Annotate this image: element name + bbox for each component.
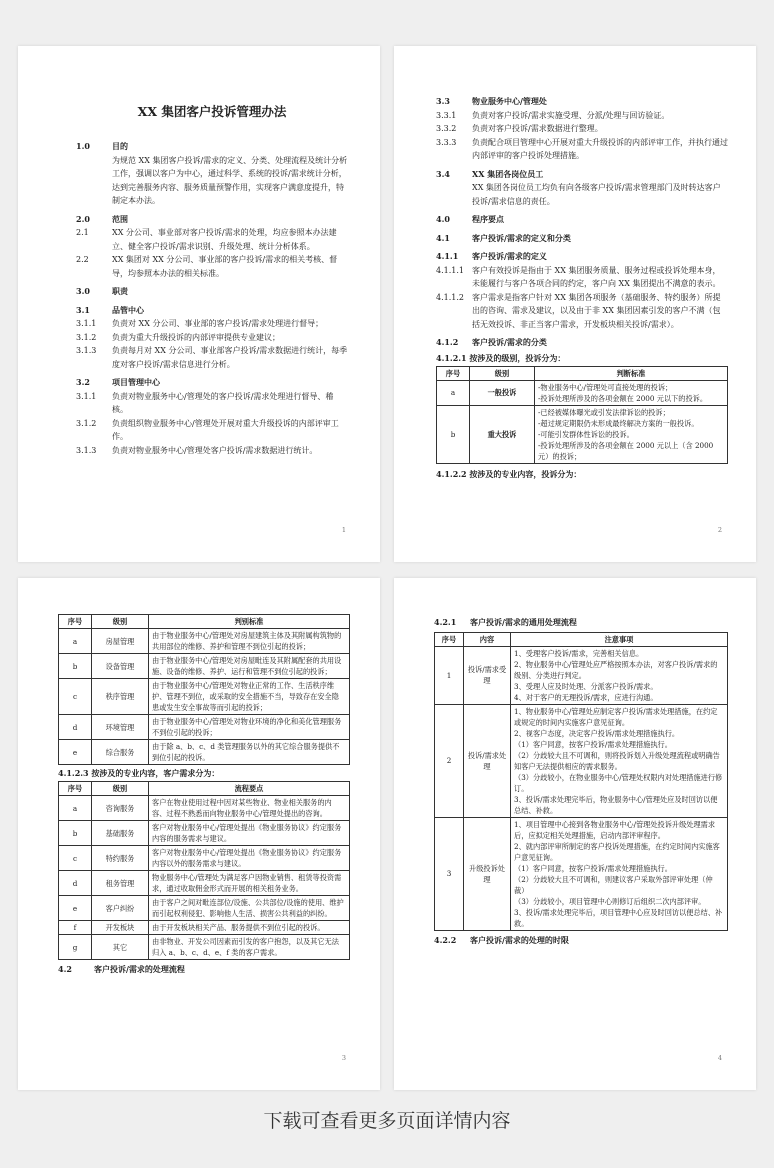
section-heading bbox=[436, 336, 728, 350]
paragraph-text: 负责组织物业服务中心/管理处开展对重大升级投诉的内部评审工作。 bbox=[112, 418, 339, 441]
section-title: 目的 bbox=[112, 141, 128, 151]
section-number: 3.1.3 bbox=[76, 346, 97, 355]
table-cell: 1、物业服务中心/管理处应制定客户投诉/需求处理措施，在约定或规定的时间内实施客户意见征询。 2、视客户态度，决定客户投诉/需求处理措施执行。 （1）客户同意，按客户投诉/需求处理措施执行。 （2）分歧较大且不可调和，则将投诉划入升级处理流程或明确告知客户无法提供相应的需求服务。 （3）分歧较小，在物业服务中心/管理处权限内对处理措施进行修订。 3、投诉/需求处理完毕后，物业服务中心/管理处应及时回访以便总结、补救。 bbox=[511, 704, 728, 817]
paragraph-text: 客户有效投诉是指由于 XX 集团服务质量、服务过程或投诉处理本身，未能履行与客户各项合同的约定，客户向 XX 集团提出不满意的表示。 bbox=[472, 265, 721, 288]
section-heading bbox=[436, 213, 728, 227]
section-number: 4.0 bbox=[436, 214, 450, 224]
page-number: 2 bbox=[717, 526, 722, 534]
table-cell: d bbox=[59, 871, 92, 896]
section-number: 3.3.3 bbox=[436, 137, 457, 147]
table-row bbox=[59, 896, 350, 921]
table-cell: b bbox=[437, 405, 470, 463]
table-cell: c bbox=[59, 679, 92, 715]
paragraph-text: 负责对客户投诉/需求实施受理、分派/处理与回访验证。 bbox=[472, 110, 670, 120]
paragraph bbox=[76, 331, 348, 345]
table-header: 流程要点 bbox=[149, 782, 350, 796]
table-header: 级别 bbox=[92, 615, 149, 629]
table-header: 序号 bbox=[59, 782, 92, 796]
table-cell: 一般投诉 bbox=[470, 380, 535, 405]
section-title: 客户投诉/需求的处理的时限 bbox=[470, 934, 569, 945]
document-page-1 bbox=[18, 46, 380, 562]
section-number: 4.2 bbox=[58, 964, 72, 974]
section-title: 客户投诉/需求的定义和分类 bbox=[472, 232, 571, 243]
section-heading bbox=[436, 168, 728, 182]
section-title: XX 集团各岗位员工 bbox=[472, 168, 544, 179]
document-page-2 bbox=[394, 46, 756, 562]
table-row bbox=[59, 629, 350, 654]
section-subheading: 4.1.2.2 按涉及的专业内容，投诉分为： bbox=[436, 468, 582, 479]
table-row bbox=[59, 679, 350, 715]
section-number bbox=[436, 181, 472, 208]
paragraph bbox=[76, 444, 348, 458]
section-number bbox=[76, 154, 112, 208]
table-cell: 特约服务 bbox=[92, 846, 149, 871]
table-cell: e bbox=[59, 740, 92, 765]
paragraph-text: XX 集团对 XX 分公司、事业部的客户投诉/需求的相关考核、督导，均参照本办法的相关标准。 bbox=[112, 255, 338, 278]
section-number: 3.3 bbox=[436, 96, 450, 106]
section-number: 3.1.1 bbox=[76, 319, 97, 328]
table-cell: 由于除 a、b、c、d 类管理服务以外的其它综合服务提供不到位引起的投诉。 bbox=[149, 740, 350, 765]
table-row bbox=[59, 740, 350, 765]
section-number: 3.3.1 bbox=[436, 110, 457, 120]
table-row bbox=[59, 935, 350, 960]
table-row bbox=[437, 380, 728, 405]
paragraph-text: 客户需求是指客户针对 XX 集团各项服务（基础服务、特约服务）所提出的咨询、需求及建议，以及由于非 XX 集团因素引发的客户不满（包括无效投诉、非正当客户需求，开发板块相关投诉/需求）。 bbox=[472, 292, 721, 329]
paragraph bbox=[76, 417, 348, 444]
table-cell: 咨询服务 bbox=[92, 796, 149, 821]
page-number: 3 bbox=[341, 1054, 346, 1062]
table-header: 判断标准 bbox=[535, 366, 728, 380]
table-cell: 客户纠纷 bbox=[92, 896, 149, 921]
process-table bbox=[434, 632, 728, 931]
page-number: 4 bbox=[717, 1054, 722, 1062]
section-number: 1.0 bbox=[76, 141, 90, 151]
paragraph-text: 负责配合项目管理中心开展对重大升级投诉的内部评审工作，并执行通过内部评审的客户投诉处理措施。 bbox=[472, 137, 728, 160]
paragraph-text: 负责对物业服务中心/管理处的客户投诉/需求处理进行督导、稽核。 bbox=[112, 391, 334, 414]
paragraph-text: XX 集团各岗位员工均负有向各级客户投诉/需求管理部门及时转达客户投诉/需求信息的责任。 bbox=[472, 183, 721, 206]
table-cell: 升级投诉处理 bbox=[464, 817, 511, 930]
table-cell: 房屋管理 bbox=[92, 629, 149, 654]
table-cell: 综合服务 bbox=[92, 740, 149, 765]
paragraph bbox=[436, 291, 728, 332]
table-cell: b bbox=[59, 654, 92, 679]
table-cell: a bbox=[437, 380, 470, 405]
section-number: 3.0 bbox=[76, 286, 90, 296]
table-cell: 2 bbox=[435, 704, 464, 817]
section-number: 3.1.1 bbox=[76, 391, 97, 401]
paragraph bbox=[76, 253, 348, 280]
paragraph bbox=[76, 344, 348, 371]
table-row bbox=[435, 646, 728, 704]
section-title: 物业服务中心/管理处 bbox=[472, 96, 547, 106]
table-cell: 由于客户之间对毗连部位/设施、公共部位/设施的使用、维护而引起权利侵犯、影响他人生活、损害公共利益的纠纷。 bbox=[149, 896, 350, 921]
document-page-3 bbox=[18, 578, 380, 1090]
section-number: 4.1.1.1 bbox=[436, 265, 464, 275]
table-cell: c bbox=[59, 846, 92, 871]
table-cell: 1 bbox=[435, 646, 464, 704]
table-cell: 秩序管理 bbox=[92, 679, 149, 715]
paragraph bbox=[76, 390, 348, 417]
table-header: 序号 bbox=[59, 615, 92, 629]
complaint-level-table bbox=[436, 366, 728, 464]
table-cell: a bbox=[59, 629, 92, 654]
table-row bbox=[59, 821, 350, 846]
section-number: 2.2 bbox=[76, 255, 89, 264]
section-number: 2.0 bbox=[76, 213, 90, 224]
section-title: 客户投诉/需求的通用处理流程 bbox=[470, 617, 577, 627]
section-subheading: 4.1.2.3 按涉及的专业内容，客户需求分为： bbox=[58, 768, 220, 778]
table-cell: 投诉/需求处理 bbox=[464, 704, 511, 817]
section-number: 4.1 bbox=[436, 232, 450, 243]
table-cell: 由于物业服务中心/管理处对房屋毗连及其附属配套的共用设施、设备的维修、养护、运行和管理不到位引起的投诉； bbox=[149, 654, 350, 679]
section-title: 职责 bbox=[112, 286, 128, 296]
request-category-table bbox=[58, 781, 350, 960]
table-row bbox=[59, 921, 350, 935]
table-header: 注意事项 bbox=[511, 632, 728, 646]
section-title: 项目管理中心 bbox=[112, 377, 160, 387]
section-number: 2.1 bbox=[76, 228, 89, 237]
section-title: 程序要点 bbox=[472, 214, 504, 224]
section-number: 3.1.3 bbox=[76, 445, 97, 455]
complaint-category-table bbox=[58, 614, 350, 765]
table-cell: 由于物业服务中心/管理处对物业环境的净化和美化管理服务不到位引起的投诉； bbox=[149, 715, 350, 740]
table-cell: 由于物业服务中心/管理处对物业正常的工作、生活秩序维护、管理不到位，或采取的安全措施不当，导致存在安全隐患或发生安全事故等而引起的投诉； bbox=[149, 679, 350, 715]
paragraph bbox=[436, 136, 728, 163]
section-number: 3.1.2 bbox=[76, 418, 97, 428]
paragraph-text: 负责对 XX 分公司、事业部的客户投诉/需求处理进行督导； bbox=[112, 319, 324, 328]
table-cell: 1、受理客户投诉/需求，完善相关信息。 2、物业服务中心/管理处应严格按照本办法，对客户投诉/需求的级别、分类进行判定。 3、受理人应及时处理、分派客户投诉/需求。 4、对于客户的无理投诉/需求，应进行沟通。 bbox=[511, 646, 728, 704]
table-row bbox=[437, 405, 728, 463]
section-number: 4.2.2 bbox=[434, 934, 457, 945]
table-cell: 开发板块 bbox=[92, 921, 149, 935]
section-title: 客户投诉/需求的定义 bbox=[472, 251, 547, 261]
table-cell: e bbox=[59, 896, 92, 921]
table-header: 内容 bbox=[464, 632, 511, 646]
paragraph bbox=[76, 317, 348, 331]
section-subheading: 4.1.2.1 按涉及的级别，投诉分为： bbox=[436, 352, 566, 363]
table-row bbox=[435, 817, 728, 930]
section-title: 客户投诉/需求的分类 bbox=[472, 337, 547, 347]
page-1-content bbox=[76, 140, 348, 457]
table-header: 序号 bbox=[437, 366, 470, 380]
page-number: 1 bbox=[341, 526, 346, 534]
section-number: 4.1.2 bbox=[436, 337, 459, 347]
section-heading bbox=[436, 250, 728, 264]
table-header: 级别 bbox=[470, 366, 535, 380]
section-number: 3.1.2 bbox=[76, 332, 97, 342]
table-row bbox=[59, 846, 350, 871]
table-row bbox=[59, 654, 350, 679]
table-cell: 由于物业服务中心/管理处对房屋建筑主体及其附属构筑物的共用部位的维修、养护和管理不到位引起的投诉； bbox=[149, 629, 350, 654]
table-row bbox=[59, 796, 350, 821]
section-heading bbox=[76, 304, 348, 318]
table-cell: 客户对物业服务中心/管理处提出《物业服务协议》约定服务内容以外的服务需求与建议。 bbox=[149, 846, 350, 871]
section-heading bbox=[434, 934, 728, 948]
table-row bbox=[435, 704, 728, 817]
table-row bbox=[59, 715, 350, 740]
section-number: 3.1 bbox=[76, 304, 90, 315]
table-header: 级别 bbox=[92, 782, 149, 796]
paragraph-text: 负责为重大升级投诉的内部评审提供专业建议； bbox=[112, 332, 280, 342]
paragraph bbox=[436, 181, 728, 208]
table-cell: d bbox=[59, 715, 92, 740]
page-2-content bbox=[436, 95, 728, 350]
table-header: 序号 bbox=[435, 632, 464, 646]
paragraph bbox=[76, 226, 348, 253]
table-cell: 设备管理 bbox=[92, 654, 149, 679]
section-heading bbox=[76, 213, 348, 227]
table-cell: f bbox=[59, 921, 92, 935]
table-cell: 租务管理 bbox=[92, 871, 149, 896]
table-cell: 1、项目管理中心接到各物业服务中心/管理处投诉升级处理需求后，应拟定相关处理措施，启动内部评审程序。 2、就内部评审所制定的客户投诉处理措施，在约定时间内实施客户意见征询。 （1）客户同意，按客户投诉/需求处理措施执行。 （2）分歧较大且不可调和，则建议客户采取外部评审处理（仲裁） （3）分歧较小，项目管理中心则修订后组织二次内部评审。 3、投诉/需求处理完毕后，项目管理中心应及时回访以便总结、补救。 bbox=[511, 817, 728, 930]
table-cell: 环境管理 bbox=[92, 715, 149, 740]
table-cell: 由于开发板块相关产品、服务提供不到位引起的投诉。 bbox=[149, 921, 350, 935]
table-cell: 客户对物业服务中心/管理处提出《物业服务协议》约定服务内容的服务需求与建议。 bbox=[149, 821, 350, 846]
section-title: 品管中心 bbox=[112, 304, 144, 315]
paragraph bbox=[436, 109, 728, 123]
section-title: 范围 bbox=[112, 213, 128, 224]
section-heading bbox=[58, 963, 350, 977]
section-heading bbox=[436, 95, 728, 109]
table-cell: 投诉/需求受理 bbox=[464, 646, 511, 704]
section-number: 4.1.1.2 bbox=[436, 292, 464, 302]
section-number: 3.2 bbox=[76, 377, 90, 387]
section-heading bbox=[76, 285, 348, 299]
table-row bbox=[59, 871, 350, 896]
section-number: 3.4 bbox=[436, 168, 450, 179]
section-number: 4.1.1 bbox=[436, 251, 459, 261]
table-cell: 物业服务中心/管理处为满足客户因物业销售、租赁等投资需求，通过收取佣金形式而开展的相关租务业务。 bbox=[149, 871, 350, 896]
paragraph-text: 负责每月对 XX 分公司、事业部客户投诉/需求数据进行统计，每季度对客户投诉/需求信息进行分析。 bbox=[112, 346, 348, 369]
section-number: 4.2.1 bbox=[434, 617, 457, 627]
table-cell: 基础服务 bbox=[92, 821, 149, 846]
paragraph-text: 为规范 XX 集团客户投诉/需求的定义、分类、处理流程及统计分析工作，强调以客户为中心，通过科学、系统的投诉/需求统计分析，达到完善服务内容、服务质量预警作用，实现客户满意度提升，特制定本办法。 bbox=[112, 155, 348, 205]
document-title: XX 集团客户投诉管理办法 bbox=[137, 104, 287, 119]
paragraph bbox=[436, 264, 728, 291]
table-cell: -已经被媒体曝光或引发法律诉讼的投诉； -超过规定期限仍未形成最终解决方案的一般投诉。 -可能引发群体性诉讼的投诉。 -投诉处理所涉及的各项金额在 2000 元以上（含 2000 元）的投诉； bbox=[535, 405, 728, 463]
paragraph-text: 负责对客户投诉/需求数据进行整理。 bbox=[472, 124, 603, 133]
table-cell: 客户在物业使用过程中因对某些物业、物业相关服务的内容、过程不熟悉而向物业服务中心/管理处提出的咨询。 bbox=[149, 796, 350, 821]
paragraph bbox=[436, 122, 728, 136]
table-cell: -物业服务中心/管理处可直接处理的投诉； -投诉处理所涉及的各项金额在 2000 元以下的投诉。 bbox=[535, 380, 728, 405]
table-cell: 重大投诉 bbox=[470, 405, 535, 463]
section-heading bbox=[76, 140, 348, 154]
table-cell: 其它 bbox=[92, 935, 149, 960]
section-heading bbox=[76, 376, 348, 390]
table-header: 判别标准 bbox=[149, 615, 350, 629]
section-number: 3.3.2 bbox=[436, 124, 457, 133]
section-heading bbox=[436, 232, 728, 246]
paragraph bbox=[76, 154, 348, 208]
table-cell: 3 bbox=[435, 817, 464, 930]
document-page-4 bbox=[394, 578, 756, 1090]
paragraph-text: 负责对物业服务中心/管理处客户投诉/需求数据进行统计。 bbox=[112, 445, 318, 455]
table-cell: 由非物业、开发公司因素而引发的客户抱怨，以及其它无法归入 a、b、c、d、e、f 类的客户需求。 bbox=[149, 935, 350, 960]
paragraph-text: XX 分公司、事业部对客户投诉/需求的处理，均应参照本办法建立、健全客户投诉/需求识别、升级处理、统计分析体系。 bbox=[112, 228, 337, 251]
download-caption: 下载可查看更多页面详情内容 bbox=[263, 1110, 511, 1132]
table-cell: a bbox=[59, 796, 92, 821]
section-title: 客户投诉/需求的处理流程 bbox=[94, 964, 185, 974]
table-cell: b bbox=[59, 821, 92, 846]
table-cell: g bbox=[59, 935, 92, 960]
section-heading bbox=[434, 616, 728, 630]
